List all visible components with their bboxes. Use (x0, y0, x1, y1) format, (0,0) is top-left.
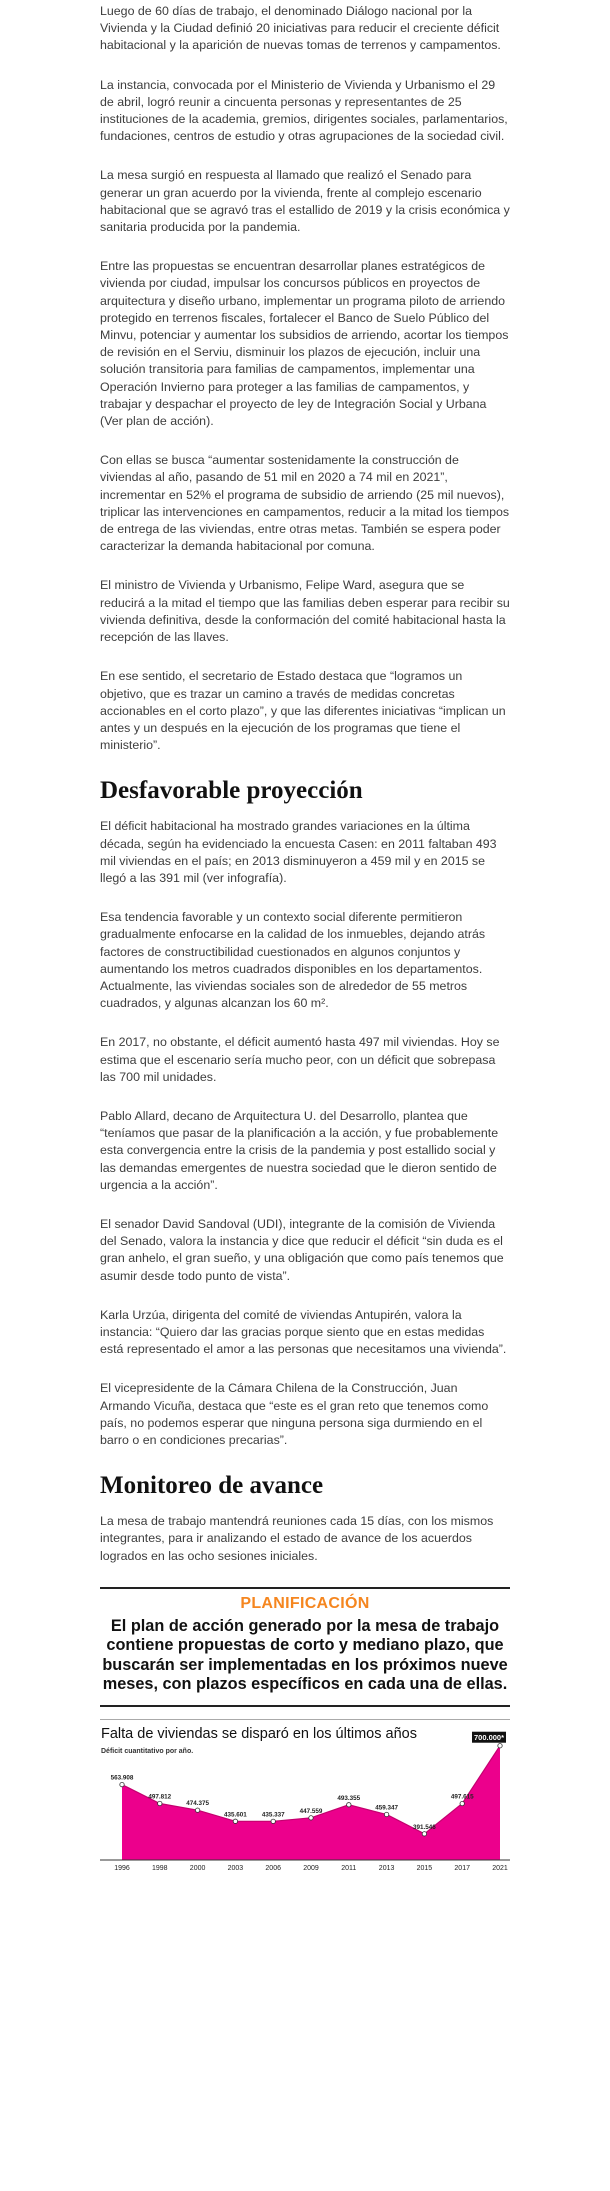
chart-point (498, 1743, 502, 1747)
housing-deficit-chart (100, 1719, 510, 1872)
chart-data-label: 497.615 (450, 1793, 474, 1801)
article-paragraph: El ministro de Vivienda y Urbanismo, Felipe Ward, asegura que se reducirá a la mitad el tiempo que las familias deben esperar para recibir su vivienda definitiva, desde la conformación del comité habitacional hasta la recepción de las llaves. (100, 578, 510, 645)
chart-point (195, 1808, 199, 1812)
chart-point (460, 1801, 464, 1805)
article-paragraph: El senador David Sandoval (UDI), integrante de la comisión de Vivienda del Senado, valora la instancia y dice que reducir el déficit “sin duda es el gran anhelo, el gran sueño, y una obligación que como país tenemos que asumir desde todo punto de vista”. (100, 1216, 504, 1283)
callout-title: PLANIFICACIÓN (240, 1594, 370, 1612)
chart-tick-label: 1996 (114, 1864, 130, 1872)
chart-svg (100, 1720, 510, 1872)
article (100, 0, 510, 1872)
section-heading-proyeccion: Desfavorable proyección (100, 777, 363, 805)
chart-tick-label: 2011 (341, 1864, 357, 1872)
section-heading-monitoreo: Monitoreo de avance (100, 1472, 324, 1500)
chart-data-label: 493.355 (337, 1794, 361, 1802)
chart-point (347, 1802, 351, 1806)
chart-tick-label: 2000 (189, 1864, 206, 1872)
chart-tick-label: 2003 (227, 1864, 244, 1872)
chart-data-label: 459.347 (375, 1804, 398, 1812)
article-paragraph: En ese sentido, el secretario de Estado destaca que “logramos un objetivo, que es trazar un camino a través de medidas concretas accionables en el corto plazo”, y que las diferentes iniciativas “implican un antes y un después en la ejecución de los programas que tiene el ministerio”. (100, 669, 506, 753)
article-paragraph: Con ellas se busca “aumentar sostenidamente la construcción de viviendas al año, pasando de 51 mil en 2020 a 74 mil en 2021”, incrementar en 52% el programa de subsidio de arriendo (25 mil nuevos), triplicar las intervenciones en campamentos, reducir a la mitad los tiempos de entrega de las viviendas, entre otras metas. También se espera poder caracterizar la demanda habitacional por comuna. (100, 453, 510, 554)
chart-point (233, 1819, 237, 1823)
chart-ylabel: Déficit cuantitativo por año. (101, 1747, 194, 1755)
article-paragraph: Pablo Allard, decano de Arquitectura U. del Desarrollo, plantea que “teníamos que pasar de la planificación a la acción, y fue probablemente esta convergencia entre la crisis de la pandemia y post estallido social y las demandas emergentes de nuestra sociedad que le dieron sentido de urgencia a la acción”. (100, 1108, 499, 1192)
article-paragraph: Karla Urzúa, dirigenta del comité de viviendas Antupirén, valora la instancia: “Quiero dar las gracias porque siento que en estas medidas está representado el amor a las personas que necesitamos una vivienda”. (100, 1307, 507, 1357)
article-paragraph: El vicepresidente de la Cámara Chilena de la Construcción, Juan Armando Vicuña, destaca que “este es el gran reto que tenemos como país, no podemos esperar que ninguna persona siga durmiendo en el barro o en condiciones precarias”. (100, 1381, 489, 1447)
chart-tick-label: 2009 (303, 1864, 319, 1872)
chart-point (309, 1815, 313, 1819)
chart-area (122, 1746, 500, 1860)
chart-data-label: 700.000* (473, 1733, 505, 1743)
article-paragraph: La mesa surgió en respuesta al llamado que realizó el Senado para generar un gran acuerdo por la vivienda, frente al complejo escenario habitacional que se agravó tras el estallido de 2019 y la crisis económica y sanitaria producida por la pandemia. (100, 168, 510, 235)
chart-data-label: 497.812 (148, 1793, 172, 1801)
planificacion-callout (100, 1587, 510, 1707)
chart-point (271, 1819, 275, 1823)
chart-point (120, 1782, 124, 1786)
chart-data-label: 435.337 (261, 1811, 285, 1819)
chart-tick-label: 2015 (416, 1864, 433, 1872)
article-section-intro (100, 3, 510, 754)
chart-title: Falta de viviendas se disparó en los últimos años (101, 1725, 417, 1742)
chart-data-label: 435.601 (224, 1811, 247, 1819)
chart-data-label: 474.375 (186, 1799, 209, 1807)
chart-point (384, 1812, 388, 1816)
article-section-proyeccion (100, 818, 510, 1449)
chart-data-label: 391.546 (413, 1823, 436, 1831)
chart-point (158, 1801, 162, 1805)
article-paragraph: La instancia, convocada por el Ministerio de Vivienda y Urbanismo el 29 de abril, logró reunir a cincuenta personas y representantes de 25 instituciones de la academia, gremios, dirigentes sociales, parlamentarios, fundaciones, centros de estudio y otras agrupaciones de la sociedad civil. (100, 77, 508, 144)
article-paragraph: Esa tendencia favorable y un contexto social diferente permitieron gradualmente enfocarse en la calidad de los inmuebles, dejando atrás factores de constructibilidad cuestionados en algunos conjuntos y aumentando los metros cuadrados disponibles en los departamentos. Actualmente, las viviendas sociales son de alrededor de 55 metros cuadrados, y algunas alcanzan los 60 m². (100, 910, 486, 1011)
chart-data-label: 447.559 (299, 1807, 323, 1815)
article-paragraph: Entre las propuestas se encuentran desarrollar planes estratégicos de vivienda por ciudad, impulsar los concursos públicos en proyectos de arquitectura y diseño urbano, implementar un programa piloto de arriendo protegido en terrenos fiscales, fortalecer el Banco de Suelo Público del Minvu, potenciar y aumentar los subsidios de arriendo, acortar los tiempos de revisión en el Serviu, disminuir los plazos de ejecución, incluir una solución transitoria para familias de campamentos, implementar una Operación Invierno para proteger a las familias de campamentos, y trabajar y despachar el proyecto de ley de Integración Social y Urbana (Ver plan de acción). (100, 259, 509, 429)
article-paragraph: El déficit habitacional ha mostrado grandes variaciones en la última década, según ha evidenciado la encuesta Casen: en 2011 faltaban 493 mil viviendas en el país; en 2013 disminuyeron a 459 mil y en 2015 se llegó a las 391 mil (ver infografía). (100, 819, 497, 885)
chart-tick-label: 2017 (454, 1864, 470, 1872)
chart-point (422, 1831, 426, 1835)
article-paragraph: La mesa de trabajo mantendrá reuniones cada 15 días, con los mismos integrantes, para ir analizando el estado de avance de los acuerdos logrados en las ocho sesiones iniciales. (100, 1514, 494, 1563)
article-paragraph: Luego de 60 días de trabajo, el denominado Diálogo nacional por la Vivienda y la Ciudad definió 20 iniciativas para reducir el creciente déficit habitacional y la aparición de nuevas tomas de terrenos y campamentos. (100, 4, 501, 53)
chart-tick-label: 1998 (152, 1864, 168, 1872)
chart-tick-label: 2006 (265, 1864, 281, 1872)
chart-tick-label: 2013 (378, 1864, 395, 1872)
article-paragraph: En 2017, no obstante, el déficit aumentó hasta 497 mil viviendas. Hoy se estima que el escenario sería mucho peor, con un déficit que sobrepasa las 700 mil unidades. (100, 1035, 500, 1084)
chart-data-label: 563.908 (110, 1774, 134, 1782)
callout-text: El plan de acción generado por la mesa de trabajo contiene propuestas de corto y mediano plazo, que buscarán ser implementadas en los próximos nueve meses, con plazos específicos en cada una de ellas. (102, 1616, 508, 1694)
article-section-monitoreo (100, 1513, 510, 1565)
chart-tick-label: 2021 (492, 1864, 508, 1872)
